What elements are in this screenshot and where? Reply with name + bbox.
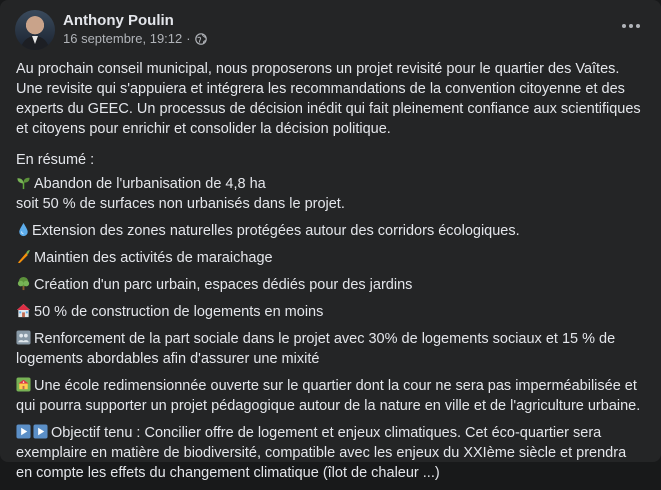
list-item-text: Une école redimensionnée ouverte sur le quartier dont la cour ne sera pas imperméabilisée et qui pourra supporter un projet pédagogique autour de la nature en ville et de l'agriculture urbaine.: [16, 378, 641, 414]
list-item: [16, 174, 646, 214]
list-item: [16, 423, 646, 483]
people-icon: [16, 330, 31, 345]
post-meta: [63, 31, 207, 46]
school-icon: [16, 377, 31, 392]
carrot-icon: [16, 249, 31, 264]
list-item-text: Abandon de l'urbanisation de 4,8 ha: [34, 176, 266, 192]
list-item: [16, 248, 646, 268]
more-options-button[interactable]: [617, 16, 645, 36]
list-item: [16, 221, 646, 241]
globe-icon[interactable]: [195, 33, 207, 45]
post-header: [15, 10, 649, 50]
list-item-text: Renforcement de la part sociale dans le projet avec 30% de logements sociaux et 15 % de logements abordables afin d'assurer une mixité: [16, 331, 616, 367]
post-intro: Au prochain conseil municipal, nous proposerons un projet revisité pour le quartier des Vaîtes. Une revisite qui s'appuiera et intégrera les recommandations de la convention citoyenne et des experts du GEEC. Un processus de décision inédit qui fait pleinement confiance aux scientifiques et citoyens pour enrichir et consolider la décision politique.: [16, 61, 641, 137]
summary-label: En résumé :: [16, 152, 95, 168]
list-item-text: Maintien des activités de maraichage: [34, 250, 273, 266]
list-item: [16, 329, 646, 369]
house-icon: [16, 303, 31, 318]
seedling-icon: [16, 175, 31, 190]
list-item: [16, 302, 646, 322]
play-button-icon: [33, 424, 48, 439]
author-name[interactable]: Anthony Poulin: [63, 12, 174, 29]
list-item-text: Extension des zones naturelles protégées autour des corridors écologiques.: [32, 223, 520, 239]
droplet-icon: [16, 222, 31, 237]
post-body: [16, 59, 646, 490]
avatar[interactable]: [15, 10, 55, 50]
list-item: [16, 376, 646, 416]
meta-separator: ·: [186, 31, 191, 46]
list-item-text: soit 50 % de surfaces non urbanisés dans le projet.: [16, 196, 345, 212]
post-date[interactable]: 16 septembre, 19:12: [63, 31, 183, 46]
list-item-text: Objectif tenu : Concilier offre de logement et enjeux climatiques. Cet éco-quartier sera exemplaire en matière de biodiversité, compatible avec les enjeux du XXIème siècle et prendra en compte les effets du changement climatique (îlot de chaleur ...): [16, 425, 627, 481]
list-item-text: Création d'un parc urbain, espaces dédiés pour des jardins: [34, 277, 413, 293]
list-item: [16, 275, 646, 295]
play-button-icon: [16, 424, 31, 439]
tree-icon: [16, 276, 31, 291]
list-item-text: 50 % de construction de logements en moins: [34, 304, 324, 320]
